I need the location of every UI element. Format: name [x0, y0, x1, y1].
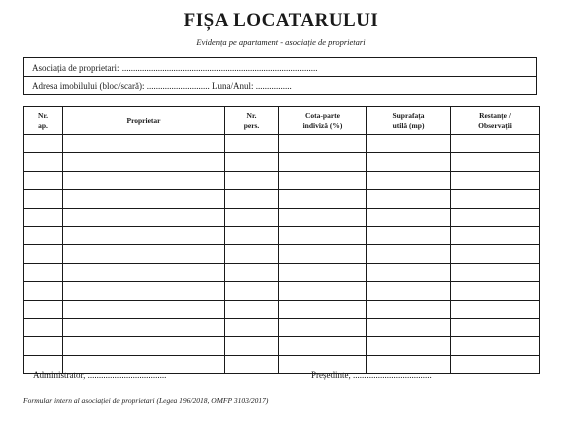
table-cell [279, 318, 367, 336]
table-cell [63, 226, 225, 244]
table-cell [225, 190, 279, 208]
header-line: Proprietar [126, 115, 161, 125]
table-cell [225, 171, 279, 189]
table-cell [451, 171, 540, 189]
table-row [24, 190, 540, 208]
table-cell [279, 300, 367, 318]
table-cell [63, 282, 225, 300]
table-row [24, 263, 540, 281]
table-cell [24, 153, 63, 171]
header-line: Observații [478, 120, 512, 130]
table-cell [225, 263, 279, 281]
table-cell [279, 282, 367, 300]
table-row [24, 318, 540, 336]
col-header-nr-pers [225, 107, 279, 135]
administrator-signature: Administrator, ................................... [33, 370, 167, 380]
table-cell [63, 171, 225, 189]
table-cell [225, 153, 279, 171]
table-cell [367, 226, 451, 244]
info-divider [24, 76, 536, 77]
header-line: Cota-parte [305, 111, 340, 121]
table-cell [367, 208, 451, 226]
col-header-restante [451, 107, 540, 135]
table-cell [367, 171, 451, 189]
table-cell [451, 208, 540, 226]
header-line: Suprafața [392, 111, 425, 121]
table-cell [451, 153, 540, 171]
header-line: Nr. [38, 111, 48, 121]
col-header-cota-parte [279, 107, 367, 135]
table-cell [63, 318, 225, 336]
table-cell [451, 226, 540, 244]
table-cell [367, 135, 451, 153]
table-cell [63, 300, 225, 318]
table-row [24, 337, 540, 355]
table-row [24, 245, 540, 263]
table-cell [63, 337, 225, 355]
table-cell [451, 355, 540, 373]
table-cell [367, 318, 451, 336]
table-cell [63, 190, 225, 208]
page-title: FIȘA LOCATARULUI [183, 10, 379, 31]
table-cell [225, 337, 279, 355]
table-cell [367, 263, 451, 281]
table-cell [63, 245, 225, 263]
table-cell [451, 135, 540, 153]
table-row [24, 171, 540, 189]
table-cell [225, 300, 279, 318]
header-line: Nr. [246, 111, 257, 121]
address-field: Adresa imobilului (bloc/scară): ............................ Luna/Anul: ................ [32, 81, 292, 91]
table-cell [279, 245, 367, 263]
table-cell [24, 337, 63, 355]
table-cell [451, 300, 540, 318]
table-cell [24, 208, 63, 226]
table-cell [225, 135, 279, 153]
table-cell [451, 190, 540, 208]
table-cell [24, 282, 63, 300]
association-field: Asociația de proprietari: ....................................................................................... [32, 63, 318, 73]
table-cell [225, 226, 279, 244]
page-subtitle: Evidența pe apartament - asociație de proprietari [196, 37, 366, 47]
table-body [24, 135, 540, 374]
table-header-row [24, 107, 540, 135]
table-cell [24, 135, 63, 153]
table-row [24, 226, 540, 244]
table-cell [279, 135, 367, 153]
table-cell [24, 226, 63, 244]
table-cell [279, 171, 367, 189]
header-line: utilă (mp) [392, 120, 425, 130]
table-cell [63, 208, 225, 226]
president-signature: Președinte, ................................... [311, 370, 432, 380]
table-cell [367, 153, 451, 171]
table-cell [367, 282, 451, 300]
table-cell [24, 245, 63, 263]
table-cell [63, 135, 225, 153]
table-cell [367, 337, 451, 355]
table-cell [451, 245, 540, 263]
table-cell [24, 318, 63, 336]
table-cell [279, 190, 367, 208]
header-line: ap. [38, 120, 48, 130]
table-cell [367, 245, 451, 263]
footer-note: Formular intern al asociației de proprietari (Legea 196/2018, OMFP 3103/2017) [23, 396, 269, 405]
table-cell [451, 337, 540, 355]
table-row [24, 208, 540, 226]
table-cell [279, 153, 367, 171]
header-line: pers. [243, 120, 260, 130]
table-cell [225, 208, 279, 226]
table-cell [63, 263, 225, 281]
table-cell [225, 355, 279, 373]
table-cell [279, 263, 367, 281]
col-header-suprafata [367, 107, 451, 135]
col-header-nr-ap [24, 107, 63, 135]
table-cell [225, 282, 279, 300]
table-cell [279, 337, 367, 355]
table-cell [451, 263, 540, 281]
table-cell [24, 300, 63, 318]
apartment-table [23, 106, 540, 374]
table-cell [451, 318, 540, 336]
table-cell [279, 226, 367, 244]
table-row [24, 153, 540, 171]
table-row [24, 135, 540, 153]
table-cell [24, 171, 63, 189]
table-cell [225, 245, 279, 263]
table-cell [451, 282, 540, 300]
table-cell [24, 263, 63, 281]
table-row [24, 300, 540, 318]
info-box [23, 57, 537, 95]
table-cell [225, 318, 279, 336]
col-header-proprietar [63, 107, 225, 135]
table-cell [367, 300, 451, 318]
table-row [24, 282, 540, 300]
header-line: indiviză (%) [302, 120, 343, 130]
table-cell [63, 153, 225, 171]
table-cell [279, 208, 367, 226]
table-cell [367, 190, 451, 208]
header-line: Restanțe / [479, 111, 511, 121]
table-cell [24, 190, 63, 208]
